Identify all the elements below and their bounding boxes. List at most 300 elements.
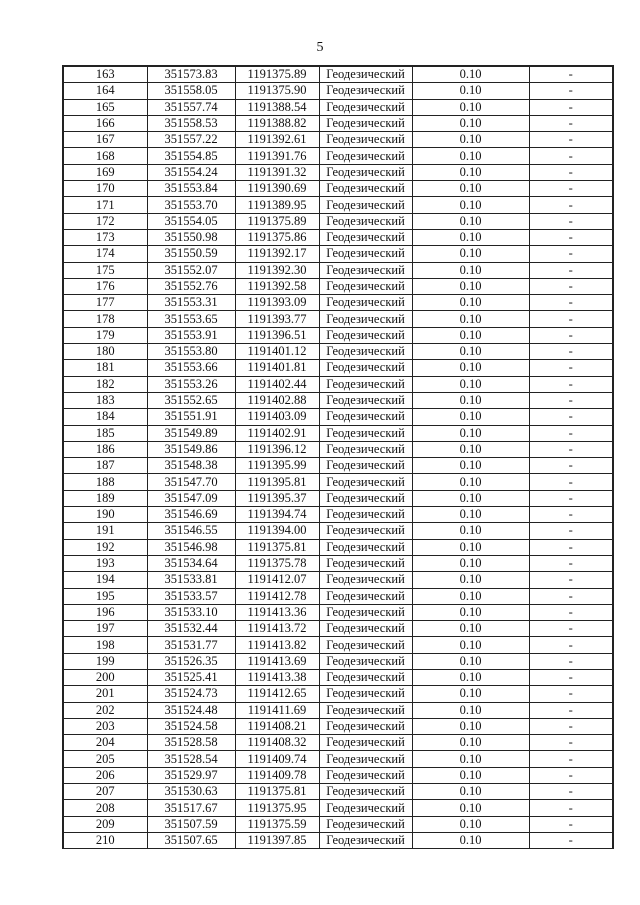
method-cell: Геодезический bbox=[319, 66, 412, 83]
y-coordinate-cell: 1191402.91 bbox=[235, 425, 319, 441]
x-coordinate-cell: 351526.35 bbox=[147, 653, 235, 669]
y-coordinate-cell: 1191391.32 bbox=[235, 164, 319, 180]
table-row bbox=[63, 653, 613, 669]
method-cell: Геодезический bbox=[319, 99, 412, 115]
description-cell: - bbox=[529, 751, 613, 767]
accuracy-cell: 0.10 bbox=[412, 425, 529, 441]
table-row bbox=[63, 278, 613, 294]
point-number-cell: 163 bbox=[63, 66, 147, 83]
description-cell: - bbox=[529, 767, 613, 783]
x-coordinate-cell: 351553.31 bbox=[147, 295, 235, 311]
method-cell: Геодезический bbox=[319, 409, 412, 425]
x-coordinate-cell: 351531.77 bbox=[147, 637, 235, 653]
method-cell: Геодезический bbox=[319, 702, 412, 718]
accuracy-cell: 0.10 bbox=[412, 164, 529, 180]
point-number-cell: 174 bbox=[63, 246, 147, 262]
table-row bbox=[63, 197, 613, 213]
method-cell: Геодезический bbox=[319, 816, 412, 832]
description-cell: - bbox=[529, 278, 613, 294]
table-row bbox=[63, 702, 613, 718]
accuracy-cell: 0.10 bbox=[412, 653, 529, 669]
accuracy-cell: 0.10 bbox=[412, 604, 529, 620]
y-coordinate-cell: 1191403.09 bbox=[235, 409, 319, 425]
y-coordinate-cell: 1191395.81 bbox=[235, 474, 319, 490]
method-cell: Геодезический bbox=[319, 832, 412, 848]
description-cell: - bbox=[529, 344, 613, 360]
accuracy-cell: 0.10 bbox=[412, 295, 529, 311]
x-coordinate-cell: 351558.05 bbox=[147, 83, 235, 99]
description-cell: - bbox=[529, 621, 613, 637]
point-number-cell: 175 bbox=[63, 262, 147, 278]
method-cell: Геодезический bbox=[319, 83, 412, 99]
accuracy-cell: 0.10 bbox=[412, 311, 529, 327]
y-coordinate-cell: 1191397.85 bbox=[235, 832, 319, 848]
x-coordinate-cell: 351554.85 bbox=[147, 148, 235, 164]
description-cell: - bbox=[529, 229, 613, 245]
y-coordinate-cell: 1191401.81 bbox=[235, 360, 319, 376]
accuracy-cell: 0.10 bbox=[412, 588, 529, 604]
accuracy-cell: 0.10 bbox=[412, 213, 529, 229]
y-coordinate-cell: 1191391.76 bbox=[235, 148, 319, 164]
accuracy-cell: 0.10 bbox=[412, 718, 529, 734]
point-number-cell: 188 bbox=[63, 474, 147, 490]
y-coordinate-cell: 1191402.88 bbox=[235, 392, 319, 408]
method-cell: Геодезический bbox=[319, 572, 412, 588]
x-coordinate-cell: 351546.69 bbox=[147, 507, 235, 523]
x-coordinate-cell: 351528.54 bbox=[147, 751, 235, 767]
page-number: 5 bbox=[316, 40, 324, 55]
description-cell: - bbox=[529, 311, 613, 327]
x-coordinate-cell: 351533.57 bbox=[147, 588, 235, 604]
description-cell: - bbox=[529, 115, 613, 131]
accuracy-cell: 0.10 bbox=[412, 572, 529, 588]
description-cell: - bbox=[529, 164, 613, 180]
point-number-cell: 172 bbox=[63, 213, 147, 229]
x-coordinate-cell: 351552.07 bbox=[147, 262, 235, 278]
y-coordinate-cell: 1191392.58 bbox=[235, 278, 319, 294]
x-coordinate-cell: 351554.05 bbox=[147, 213, 235, 229]
point-number-cell: 200 bbox=[63, 669, 147, 685]
x-coordinate-cell: 351524.58 bbox=[147, 718, 235, 734]
x-coordinate-cell: 351549.86 bbox=[147, 441, 235, 457]
description-cell: - bbox=[529, 99, 613, 115]
x-coordinate-cell: 351550.98 bbox=[147, 229, 235, 245]
point-number-cell: 166 bbox=[63, 115, 147, 131]
description-cell: - bbox=[529, 523, 613, 539]
accuracy-cell: 0.10 bbox=[412, 344, 529, 360]
description-cell: - bbox=[529, 735, 613, 751]
point-number-cell: 193 bbox=[63, 555, 147, 571]
description-cell: - bbox=[529, 376, 613, 392]
method-cell: Геодезический bbox=[319, 669, 412, 685]
y-coordinate-cell: 1191412.07 bbox=[235, 572, 319, 588]
table-row bbox=[63, 751, 613, 767]
accuracy-cell: 0.10 bbox=[412, 392, 529, 408]
table-row bbox=[63, 832, 613, 848]
y-coordinate-cell: 1191375.86 bbox=[235, 229, 319, 245]
description-cell: - bbox=[529, 360, 613, 376]
accuracy-cell: 0.10 bbox=[412, 181, 529, 197]
description-cell: - bbox=[529, 555, 613, 571]
method-cell: Геодезический bbox=[319, 800, 412, 816]
point-number-cell: 169 bbox=[63, 164, 147, 180]
accuracy-cell: 0.10 bbox=[412, 669, 529, 685]
y-coordinate-cell: 1191396.51 bbox=[235, 327, 319, 343]
point-number-cell: 168 bbox=[63, 148, 147, 164]
method-cell: Геодезический bbox=[319, 392, 412, 408]
accuracy-cell: 0.10 bbox=[412, 767, 529, 783]
accuracy-cell: 0.10 bbox=[412, 83, 529, 99]
table-row bbox=[63, 344, 613, 360]
description-cell: - bbox=[529, 295, 613, 311]
accuracy-cell: 0.10 bbox=[412, 735, 529, 751]
point-number-cell: 204 bbox=[63, 735, 147, 751]
accuracy-cell: 0.10 bbox=[412, 262, 529, 278]
accuracy-cell: 0.10 bbox=[412, 637, 529, 653]
accuracy-cell: 0.10 bbox=[412, 702, 529, 718]
method-cell: Геодезический bbox=[319, 148, 412, 164]
method-cell: Геодезический bbox=[319, 555, 412, 571]
table-row bbox=[63, 767, 613, 783]
accuracy-cell: 0.10 bbox=[412, 555, 529, 571]
x-coordinate-cell: 351507.59 bbox=[147, 816, 235, 832]
method-cell: Геодезический bbox=[319, 213, 412, 229]
y-coordinate-cell: 1191396.12 bbox=[235, 441, 319, 457]
y-coordinate-cell: 1191395.37 bbox=[235, 490, 319, 506]
point-number-cell: 173 bbox=[63, 229, 147, 245]
method-cell: Геодезический bbox=[319, 588, 412, 604]
table-row bbox=[63, 213, 613, 229]
point-number-cell: 185 bbox=[63, 425, 147, 441]
y-coordinate-cell: 1191413.82 bbox=[235, 637, 319, 653]
x-coordinate-cell: 351553.66 bbox=[147, 360, 235, 376]
table-row bbox=[63, 148, 613, 164]
y-coordinate-cell: 1191412.65 bbox=[235, 686, 319, 702]
table-row bbox=[63, 132, 613, 148]
x-coordinate-cell: 351553.70 bbox=[147, 197, 235, 213]
point-number-cell: 179 bbox=[63, 327, 147, 343]
y-coordinate-cell: 1191375.90 bbox=[235, 83, 319, 99]
description-cell: - bbox=[529, 262, 613, 278]
table-row bbox=[63, 164, 613, 180]
x-coordinate-cell: 351553.80 bbox=[147, 344, 235, 360]
method-cell: Геодезический bbox=[319, 425, 412, 441]
y-coordinate-cell: 1191375.89 bbox=[235, 66, 319, 83]
table-row bbox=[63, 800, 613, 816]
description-cell: - bbox=[529, 637, 613, 653]
method-cell: Геодезический bbox=[319, 523, 412, 539]
y-coordinate-cell: 1191375.81 bbox=[235, 539, 319, 555]
method-cell: Геодезический bbox=[319, 344, 412, 360]
point-number-cell: 210 bbox=[63, 832, 147, 848]
x-coordinate-cell: 351558.53 bbox=[147, 115, 235, 131]
y-coordinate-cell: 1191389.95 bbox=[235, 197, 319, 213]
table-row bbox=[63, 425, 613, 441]
accuracy-cell: 0.10 bbox=[412, 832, 529, 848]
accuracy-cell: 0.10 bbox=[412, 327, 529, 343]
point-number-cell: 170 bbox=[63, 181, 147, 197]
table-row bbox=[63, 295, 613, 311]
description-cell: - bbox=[529, 474, 613, 490]
y-coordinate-cell: 1191413.69 bbox=[235, 653, 319, 669]
y-coordinate-cell: 1191375.81 bbox=[235, 784, 319, 800]
accuracy-cell: 0.10 bbox=[412, 360, 529, 376]
accuracy-cell: 0.10 bbox=[412, 246, 529, 262]
description-cell: - bbox=[529, 702, 613, 718]
description-cell: - bbox=[529, 490, 613, 506]
accuracy-cell: 0.10 bbox=[412, 376, 529, 392]
x-coordinate-cell: 351551.91 bbox=[147, 409, 235, 425]
x-coordinate-cell: 351549.89 bbox=[147, 425, 235, 441]
table-row bbox=[63, 718, 613, 734]
x-coordinate-cell: 351553.91 bbox=[147, 327, 235, 343]
point-number-cell: 177 bbox=[63, 295, 147, 311]
method-cell: Геодезический bbox=[319, 441, 412, 457]
table-row bbox=[63, 83, 613, 99]
method-cell: Геодезический bbox=[319, 604, 412, 620]
point-number-cell: 189 bbox=[63, 490, 147, 506]
y-coordinate-cell: 1191402.44 bbox=[235, 376, 319, 392]
description-cell: - bbox=[529, 425, 613, 441]
point-number-cell: 197 bbox=[63, 621, 147, 637]
description-cell: - bbox=[529, 181, 613, 197]
method-cell: Геодезический bbox=[319, 735, 412, 751]
x-coordinate-cell: 351533.10 bbox=[147, 604, 235, 620]
description-cell: - bbox=[529, 458, 613, 474]
point-number-cell: 205 bbox=[63, 751, 147, 767]
table-row bbox=[63, 115, 613, 131]
point-number-cell: 178 bbox=[63, 311, 147, 327]
description-cell: - bbox=[529, 197, 613, 213]
x-coordinate-cell: 351553.65 bbox=[147, 311, 235, 327]
point-number-cell: 184 bbox=[63, 409, 147, 425]
x-coordinate-cell: 351557.74 bbox=[147, 99, 235, 115]
y-coordinate-cell: 1191375.95 bbox=[235, 800, 319, 816]
x-coordinate-cell: 351534.64 bbox=[147, 555, 235, 571]
description-cell: - bbox=[529, 409, 613, 425]
point-number-cell: 187 bbox=[63, 458, 147, 474]
accuracy-cell: 0.10 bbox=[412, 507, 529, 523]
accuracy-cell: 0.10 bbox=[412, 132, 529, 148]
table-row bbox=[63, 523, 613, 539]
method-cell: Геодезический bbox=[319, 507, 412, 523]
method-cell: Геодезический bbox=[319, 181, 412, 197]
table-row bbox=[63, 669, 613, 685]
x-coordinate-cell: 351533.81 bbox=[147, 572, 235, 588]
point-number-cell: 195 bbox=[63, 588, 147, 604]
table-row bbox=[63, 621, 613, 637]
x-coordinate-cell: 351524.48 bbox=[147, 702, 235, 718]
description-cell: - bbox=[529, 441, 613, 457]
accuracy-cell: 0.10 bbox=[412, 474, 529, 490]
y-coordinate-cell: 1191392.30 bbox=[235, 262, 319, 278]
y-coordinate-cell: 1191392.17 bbox=[235, 246, 319, 262]
point-number-cell: 164 bbox=[63, 83, 147, 99]
accuracy-cell: 0.10 bbox=[412, 816, 529, 832]
point-number-cell: 167 bbox=[63, 132, 147, 148]
point-number-cell: 190 bbox=[63, 507, 147, 523]
accuracy-cell: 0.10 bbox=[412, 66, 529, 83]
description-cell: - bbox=[529, 507, 613, 523]
x-coordinate-cell: 351553.84 bbox=[147, 181, 235, 197]
accuracy-cell: 0.10 bbox=[412, 409, 529, 425]
table-row bbox=[63, 99, 613, 115]
point-number-cell: 194 bbox=[63, 572, 147, 588]
y-coordinate-cell: 1191401.12 bbox=[235, 344, 319, 360]
table-row bbox=[63, 327, 613, 343]
x-coordinate-cell: 351546.55 bbox=[147, 523, 235, 539]
description-cell: - bbox=[529, 539, 613, 555]
description-cell: - bbox=[529, 246, 613, 262]
description-cell: - bbox=[529, 816, 613, 832]
description-cell: - bbox=[529, 800, 613, 816]
method-cell: Геодезический bbox=[319, 262, 412, 278]
x-coordinate-cell: 351525.41 bbox=[147, 669, 235, 685]
table-row bbox=[63, 490, 613, 506]
accuracy-cell: 0.10 bbox=[412, 490, 529, 506]
y-coordinate-cell: 1191388.82 bbox=[235, 115, 319, 131]
x-coordinate-cell: 351547.09 bbox=[147, 490, 235, 506]
table-row bbox=[63, 604, 613, 620]
accuracy-cell: 0.10 bbox=[412, 784, 529, 800]
x-coordinate-cell: 351553.26 bbox=[147, 376, 235, 392]
method-cell: Геодезический bbox=[319, 278, 412, 294]
description-cell: - bbox=[529, 213, 613, 229]
y-coordinate-cell: 1191388.54 bbox=[235, 99, 319, 115]
table-row bbox=[63, 66, 613, 83]
point-number-cell: 182 bbox=[63, 376, 147, 392]
point-number-cell: 176 bbox=[63, 278, 147, 294]
method-cell: Геодезический bbox=[319, 539, 412, 555]
point-number-cell: 209 bbox=[63, 816, 147, 832]
point-number-cell: 181 bbox=[63, 360, 147, 376]
accuracy-cell: 0.10 bbox=[412, 278, 529, 294]
method-cell: Геодезический bbox=[319, 621, 412, 637]
point-number-cell: 202 bbox=[63, 702, 147, 718]
point-number-cell: 180 bbox=[63, 344, 147, 360]
table-row bbox=[63, 392, 613, 408]
accuracy-cell: 0.10 bbox=[412, 148, 529, 164]
description-cell: - bbox=[529, 784, 613, 800]
y-coordinate-cell: 1191408.21 bbox=[235, 718, 319, 734]
table-row bbox=[63, 474, 613, 490]
table-row bbox=[63, 637, 613, 653]
accuracy-cell: 0.10 bbox=[412, 621, 529, 637]
accuracy-cell: 0.10 bbox=[412, 441, 529, 457]
table-row bbox=[63, 229, 613, 245]
description-cell: - bbox=[529, 327, 613, 343]
x-coordinate-cell: 351529.97 bbox=[147, 767, 235, 783]
table-row bbox=[63, 181, 613, 197]
point-number-cell: 196 bbox=[63, 604, 147, 620]
point-number-cell: 198 bbox=[63, 637, 147, 653]
point-number-cell: 201 bbox=[63, 686, 147, 702]
y-coordinate-cell: 1191392.61 bbox=[235, 132, 319, 148]
method-cell: Геодезический bbox=[319, 311, 412, 327]
table-row bbox=[63, 588, 613, 604]
point-number-cell: 206 bbox=[63, 767, 147, 783]
method-cell: Геодезический bbox=[319, 751, 412, 767]
point-number-cell: 165 bbox=[63, 99, 147, 115]
table-row bbox=[63, 816, 613, 832]
y-coordinate-cell: 1191408.32 bbox=[235, 735, 319, 751]
method-cell: Геодезический bbox=[319, 327, 412, 343]
method-cell: Геодезический bbox=[319, 132, 412, 148]
description-cell: - bbox=[529, 718, 613, 734]
accuracy-cell: 0.10 bbox=[412, 751, 529, 767]
point-number-cell: 171 bbox=[63, 197, 147, 213]
x-coordinate-cell: 351552.76 bbox=[147, 278, 235, 294]
x-coordinate-cell: 351557.22 bbox=[147, 132, 235, 148]
method-cell: Геодезический bbox=[319, 229, 412, 245]
method-cell: Геодезический bbox=[319, 637, 412, 653]
description-cell: - bbox=[529, 686, 613, 702]
method-cell: Геодезический bbox=[319, 718, 412, 734]
method-cell: Геодезический bbox=[319, 376, 412, 392]
point-number-cell: 207 bbox=[63, 784, 147, 800]
accuracy-cell: 0.10 bbox=[412, 197, 529, 213]
description-cell: - bbox=[529, 83, 613, 99]
y-coordinate-cell: 1191375.78 bbox=[235, 555, 319, 571]
method-cell: Геодезический bbox=[319, 653, 412, 669]
table-row bbox=[63, 507, 613, 523]
accuracy-cell: 0.10 bbox=[412, 539, 529, 555]
x-coordinate-cell: 351524.73 bbox=[147, 686, 235, 702]
accuracy-cell: 0.10 bbox=[412, 115, 529, 131]
method-cell: Геодезический bbox=[319, 490, 412, 506]
table-row bbox=[63, 784, 613, 800]
y-coordinate-cell: 1191375.59 bbox=[235, 816, 319, 832]
table-row bbox=[63, 539, 613, 555]
x-coordinate-cell: 351517.67 bbox=[147, 800, 235, 816]
point-number-cell: 199 bbox=[63, 653, 147, 669]
x-coordinate-cell: 351554.24 bbox=[147, 164, 235, 180]
table-row bbox=[63, 735, 613, 751]
y-coordinate-cell: 1191393.77 bbox=[235, 311, 319, 327]
accuracy-cell: 0.10 bbox=[412, 229, 529, 245]
description-cell: - bbox=[529, 653, 613, 669]
point-number-cell: 192 bbox=[63, 539, 147, 555]
description-cell: - bbox=[529, 148, 613, 164]
table-row bbox=[63, 555, 613, 571]
x-coordinate-cell: 351573.83 bbox=[147, 66, 235, 83]
x-coordinate-cell: 351546.98 bbox=[147, 539, 235, 555]
accuracy-cell: 0.10 bbox=[412, 800, 529, 816]
x-coordinate-cell: 351552.65 bbox=[147, 392, 235, 408]
point-number-cell: 208 bbox=[63, 800, 147, 816]
method-cell: Геодезический bbox=[319, 295, 412, 311]
x-coordinate-cell: 351547.70 bbox=[147, 474, 235, 490]
y-coordinate-cell: 1191413.36 bbox=[235, 604, 319, 620]
method-cell: Геодезический bbox=[319, 767, 412, 783]
y-coordinate-cell: 1191390.69 bbox=[235, 181, 319, 197]
coordinates-table bbox=[62, 65, 614, 849]
point-number-cell: 183 bbox=[63, 392, 147, 408]
method-cell: Геодезический bbox=[319, 474, 412, 490]
y-coordinate-cell: 1191409.74 bbox=[235, 751, 319, 767]
x-coordinate-cell: 351530.63 bbox=[147, 784, 235, 800]
point-number-cell: 203 bbox=[63, 718, 147, 734]
y-coordinate-cell: 1191375.89 bbox=[235, 213, 319, 229]
y-coordinate-cell: 1191413.38 bbox=[235, 669, 319, 685]
description-cell: - bbox=[529, 132, 613, 148]
y-coordinate-cell: 1191394.00 bbox=[235, 523, 319, 539]
y-coordinate-cell: 1191411.69 bbox=[235, 702, 319, 718]
table-row bbox=[63, 262, 613, 278]
description-cell: - bbox=[529, 392, 613, 408]
table-row bbox=[63, 246, 613, 262]
description-cell: - bbox=[529, 669, 613, 685]
